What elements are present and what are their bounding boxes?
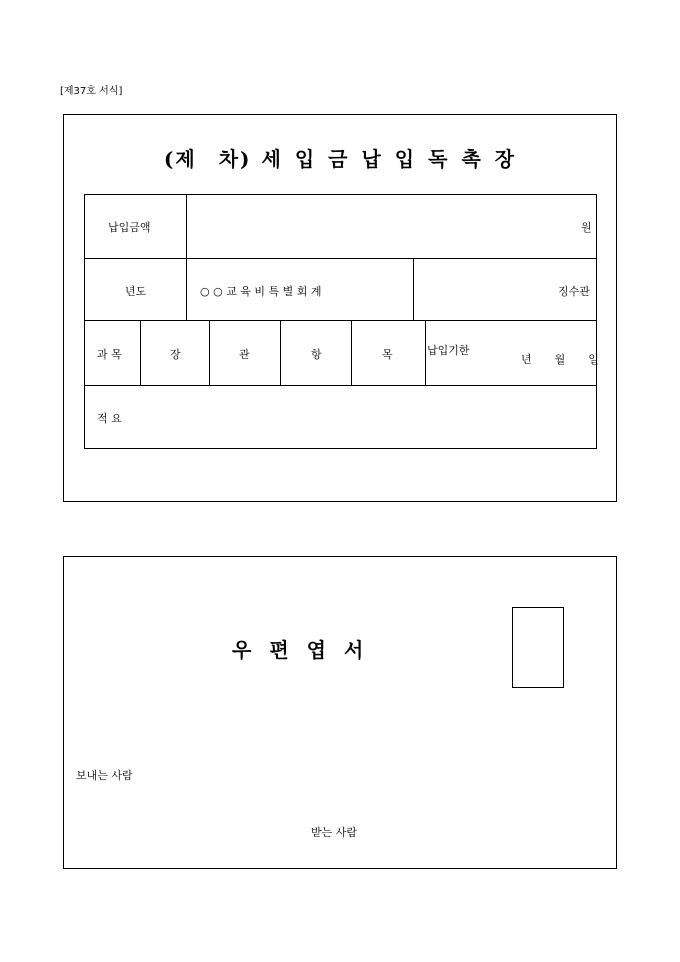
mok-label: 목 — [382, 348, 393, 361]
receiver-label: 받는 사람 — [311, 826, 358, 839]
notice-title: (제 차) 세 입 금 납 입 독 촉 장 — [163, 147, 517, 171]
postcard-box — [63, 556, 617, 869]
form-number-label: [제37호 서식] — [60, 86, 123, 97]
sender-label: 보내는 사람 — [76, 769, 133, 782]
hang-label: 항 — [311, 348, 322, 361]
summary-label: 적 요 — [97, 412, 122, 425]
subject-label: 과 목 — [97, 348, 122, 361]
gwan-label: 관 — [239, 348, 250, 361]
jang-label: 장 — [170, 348, 181, 361]
deadline-label: 납입기한 — [427, 344, 470, 357]
amount-unit: 원 — [581, 221, 592, 234]
account-name: ○ ○ 교 육 비 특 별 회 계 — [200, 285, 322, 298]
collector-label: 징수관 — [558, 285, 590, 298]
amount-label: 납입금액 — [108, 221, 151, 234]
postcard-title: 우 편 엽 서 — [232, 638, 364, 662]
deadline-date: 년 월 일 — [521, 353, 599, 366]
year-label: 년도 — [125, 285, 147, 298]
payment-notice-box — [63, 114, 617, 502]
stamp-area — [512, 607, 564, 688]
